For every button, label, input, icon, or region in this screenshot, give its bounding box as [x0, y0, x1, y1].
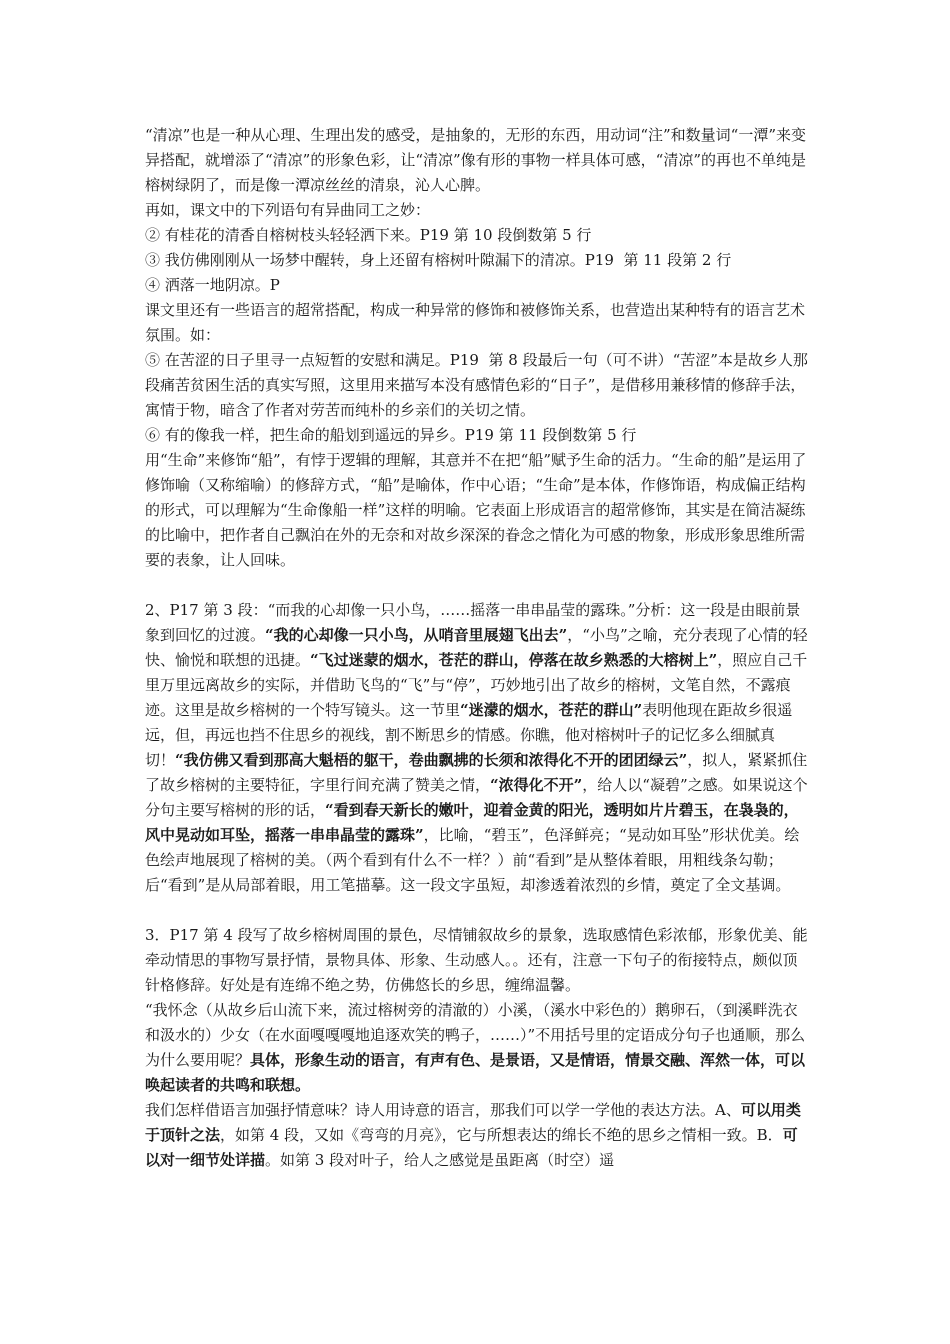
text-run: 我们怎样借语言加强抒情意味？诗人用诗意的语言，那我们可以学一学他的表达方法。A、	[145, 1101, 741, 1119]
paragraph	[145, 298, 810, 348]
bold-text-run: 可以对一细节处详描	[145, 1126, 798, 1169]
paragraph	[145, 923, 810, 998]
paragraph	[145, 198, 810, 223]
bold-text-run: 可以用类于顶针之法	[145, 1101, 801, 1144]
text-run: 课文里还有一些语言的超常搭配，构成一种异常的修饰和被修饰关系，也营造出某种特有的语言艺术氛围。如：	[145, 301, 806, 344]
paragraph	[145, 123, 810, 198]
text-run: ，比喻，“碧玉”，色泽鲜亮；“晃动如耳坠”形状优美。绘色绘声地展现了榕树的美。（两个看到有什么不一样？）前“看到”是从整体着眼，用粗线条勾勒；后“看到”是从局部着眼，用工笔描摹。这一段文字虽短，却渗透着浓烈的乡情，奠定了全文基调。	[145, 826, 800, 894]
paragraph	[145, 223, 810, 248]
text-run: “我怀念（从故乡后山流下来，流过榕树旁的清澈的）小溪，（溪水中彩色的）鹅卵石，（到溪畔洗衣和汲水的）少女（在水面嘎嘎嘎地追逐欢笑的鸭子，……）”不用括号里的定语成分句子也通顺，那么为什么要用呢？	[145, 1001, 806, 1069]
bold-text-run: “我的心却像一只小鸟，从哨音里展翅飞出去”	[265, 626, 568, 644]
paragraph	[145, 423, 810, 448]
text-run: ，照应自己千里万里远离故乡的实际，并借助飞鸟的“飞”与“停”，巧妙地引出了故乡的榕树，文笔自然，不露痕迹。这里是故乡榕树的一个特写镜头。这一节里	[145, 651, 808, 719]
text-run: ⑥ 有的像我一样，把生命的船划到遥远的异乡。P19 第 11 段倒数第 5 行	[145, 426, 637, 444]
text-run: 。如第 3 段对叶子，给人之感觉是虽距离（时空）遥	[265, 1151, 615, 1169]
text-run: 表明他现在距故乡很遥远，但，再远也挡不住思乡的视线，割不断思乡的情感。你瞧，他对榕树叶子的记忆多么细腻真切！	[145, 701, 793, 769]
text-run: 2、P17 第 3 段：“而我的心却像一只小鸟，……摇落一串串晶莹的露珠。”分析：这一段是由眼前景象到回忆的过渡。	[145, 601, 801, 644]
text-run: ④ 洒落一地阴凉。P	[145, 276, 280, 294]
text-run: ，拟人，紧紧抓住了故乡榕树的主要特征，字里行间充满了赞美之情，	[145, 751, 808, 794]
blank-line	[145, 573, 810, 598]
text-run: 用“生命”来修饰“船”，有悖于逻辑的理解，其意并不在把“船”赋予生命的活力。“生命的船”是运用了修饰喻（又称缩喻）的修辞方式，“船”是喻体，作中心语；“生命”是本体，作修饰语，构成偏正结构的形式，可以理解为“生命像船一样”这样的明喻。它表面上形成语言的超常修饰，其实是在简洁凝练的比喻中，把作者自己飘泊在外的无奈和对故乡深深的眷念之情化为可感的物象，形成形象思维所需要的表象，让人回味。	[145, 451, 807, 569]
paragraph	[145, 348, 810, 423]
text-run: ，给人以“凝碧”之感。如果说这个分句主要写榕树的形的话，	[145, 776, 808, 819]
text-run: ，“小鸟”之喻，充分表现了心情的轻快、愉悦和联想的迅捷。	[145, 626, 808, 669]
document-body	[145, 123, 810, 1173]
paragraph	[145, 1098, 810, 1173]
text-run: ⑤ 在苦涩的日子里寻一点短暂的安慰和满足。P19 第 8 段最后一句（可不讲）“苦涩”本是故乡人那段痛苦贫困生活的真实写照，这里用来描写本没有感情色彩的“日子”，是借移用兼移情的修辞手法，寓情于物，暗含了作者对劳苦而纯朴的乡亲们的关切之情。	[145, 351, 808, 419]
paragraph	[145, 273, 810, 298]
bold-text-run: 具体，形象生动的语言，有声有色、是景语，又是情语，情景交融、浑然一体，可以唤起读者的共鸣和联想。	[145, 1051, 806, 1094]
paragraph	[145, 998, 810, 1098]
bold-text-run: “飞过迷蒙的烟水，苍茫的群山，停落在故乡熟悉的大榕树上”	[310, 651, 718, 669]
blank-line	[145, 898, 810, 923]
text-run: ③ 我仿佛刚刚从一场梦中醒转，身上还留有榕树叶隙漏下的清凉。P19 第 11 段第 2 行	[145, 251, 732, 269]
paragraph	[145, 598, 810, 898]
text-run: 再如，课文中的下列语句有异曲同工之妙：	[145, 201, 431, 219]
bold-text-run: “我仿佛又看到那高大魁梧的躯干，卷曲飘拂的长须和浓得化不开的团团绿云”	[175, 751, 688, 769]
bold-text-run: “浓得化不开”	[490, 776, 583, 794]
paragraph	[145, 248, 810, 273]
bold-text-run: “迷濛的烟水，苍茫的群山”	[460, 701, 643, 719]
text-run: “清凉”也是一种从心理、生理出发的感受，是抽象的，无形的东西，用动词“注”和数量词“一潭”来变异搭配，就增添了“清凉”的形象色彩，让“清凉”像有形的事物一样具体可感，“清凉”的再也不单纯是榕树绿阴了，而是像一潭凉丝丝的清泉，沁人心脾。	[145, 126, 807, 194]
text-run: ② 有桂花的清香自榕树枝头轻轻洒下来。P19 第 10 段倒数第 5 行	[145, 226, 592, 244]
paragraph	[145, 448, 810, 573]
text-run: 3．P17 第 4 段写了故乡榕树周围的景色，尽情铺叙故乡的景象，选取感情色彩浓郁，形象优美、能牵动情思的事物写景抒情，景物具体、形象、生动感人。。还有，注意一下句子的衔接特点，颇似顶针格修辞。好处是有连绵不绝之势，仿佛悠长的乡思，缠绵温馨。	[145, 926, 808, 994]
text-run: ，如第 4 段，又如《弯弯的月亮》，它与所想表达的绵长不绝的思乡之情相一致。B．	[220, 1126, 783, 1144]
bold-text-run: “看到春天新长的嫩叶，迎着金黄的阳光，透明如片片碧玉，在袅袅的，风中晃动如耳坠，摇落一串串晶莹的露珠”	[145, 801, 799, 844]
